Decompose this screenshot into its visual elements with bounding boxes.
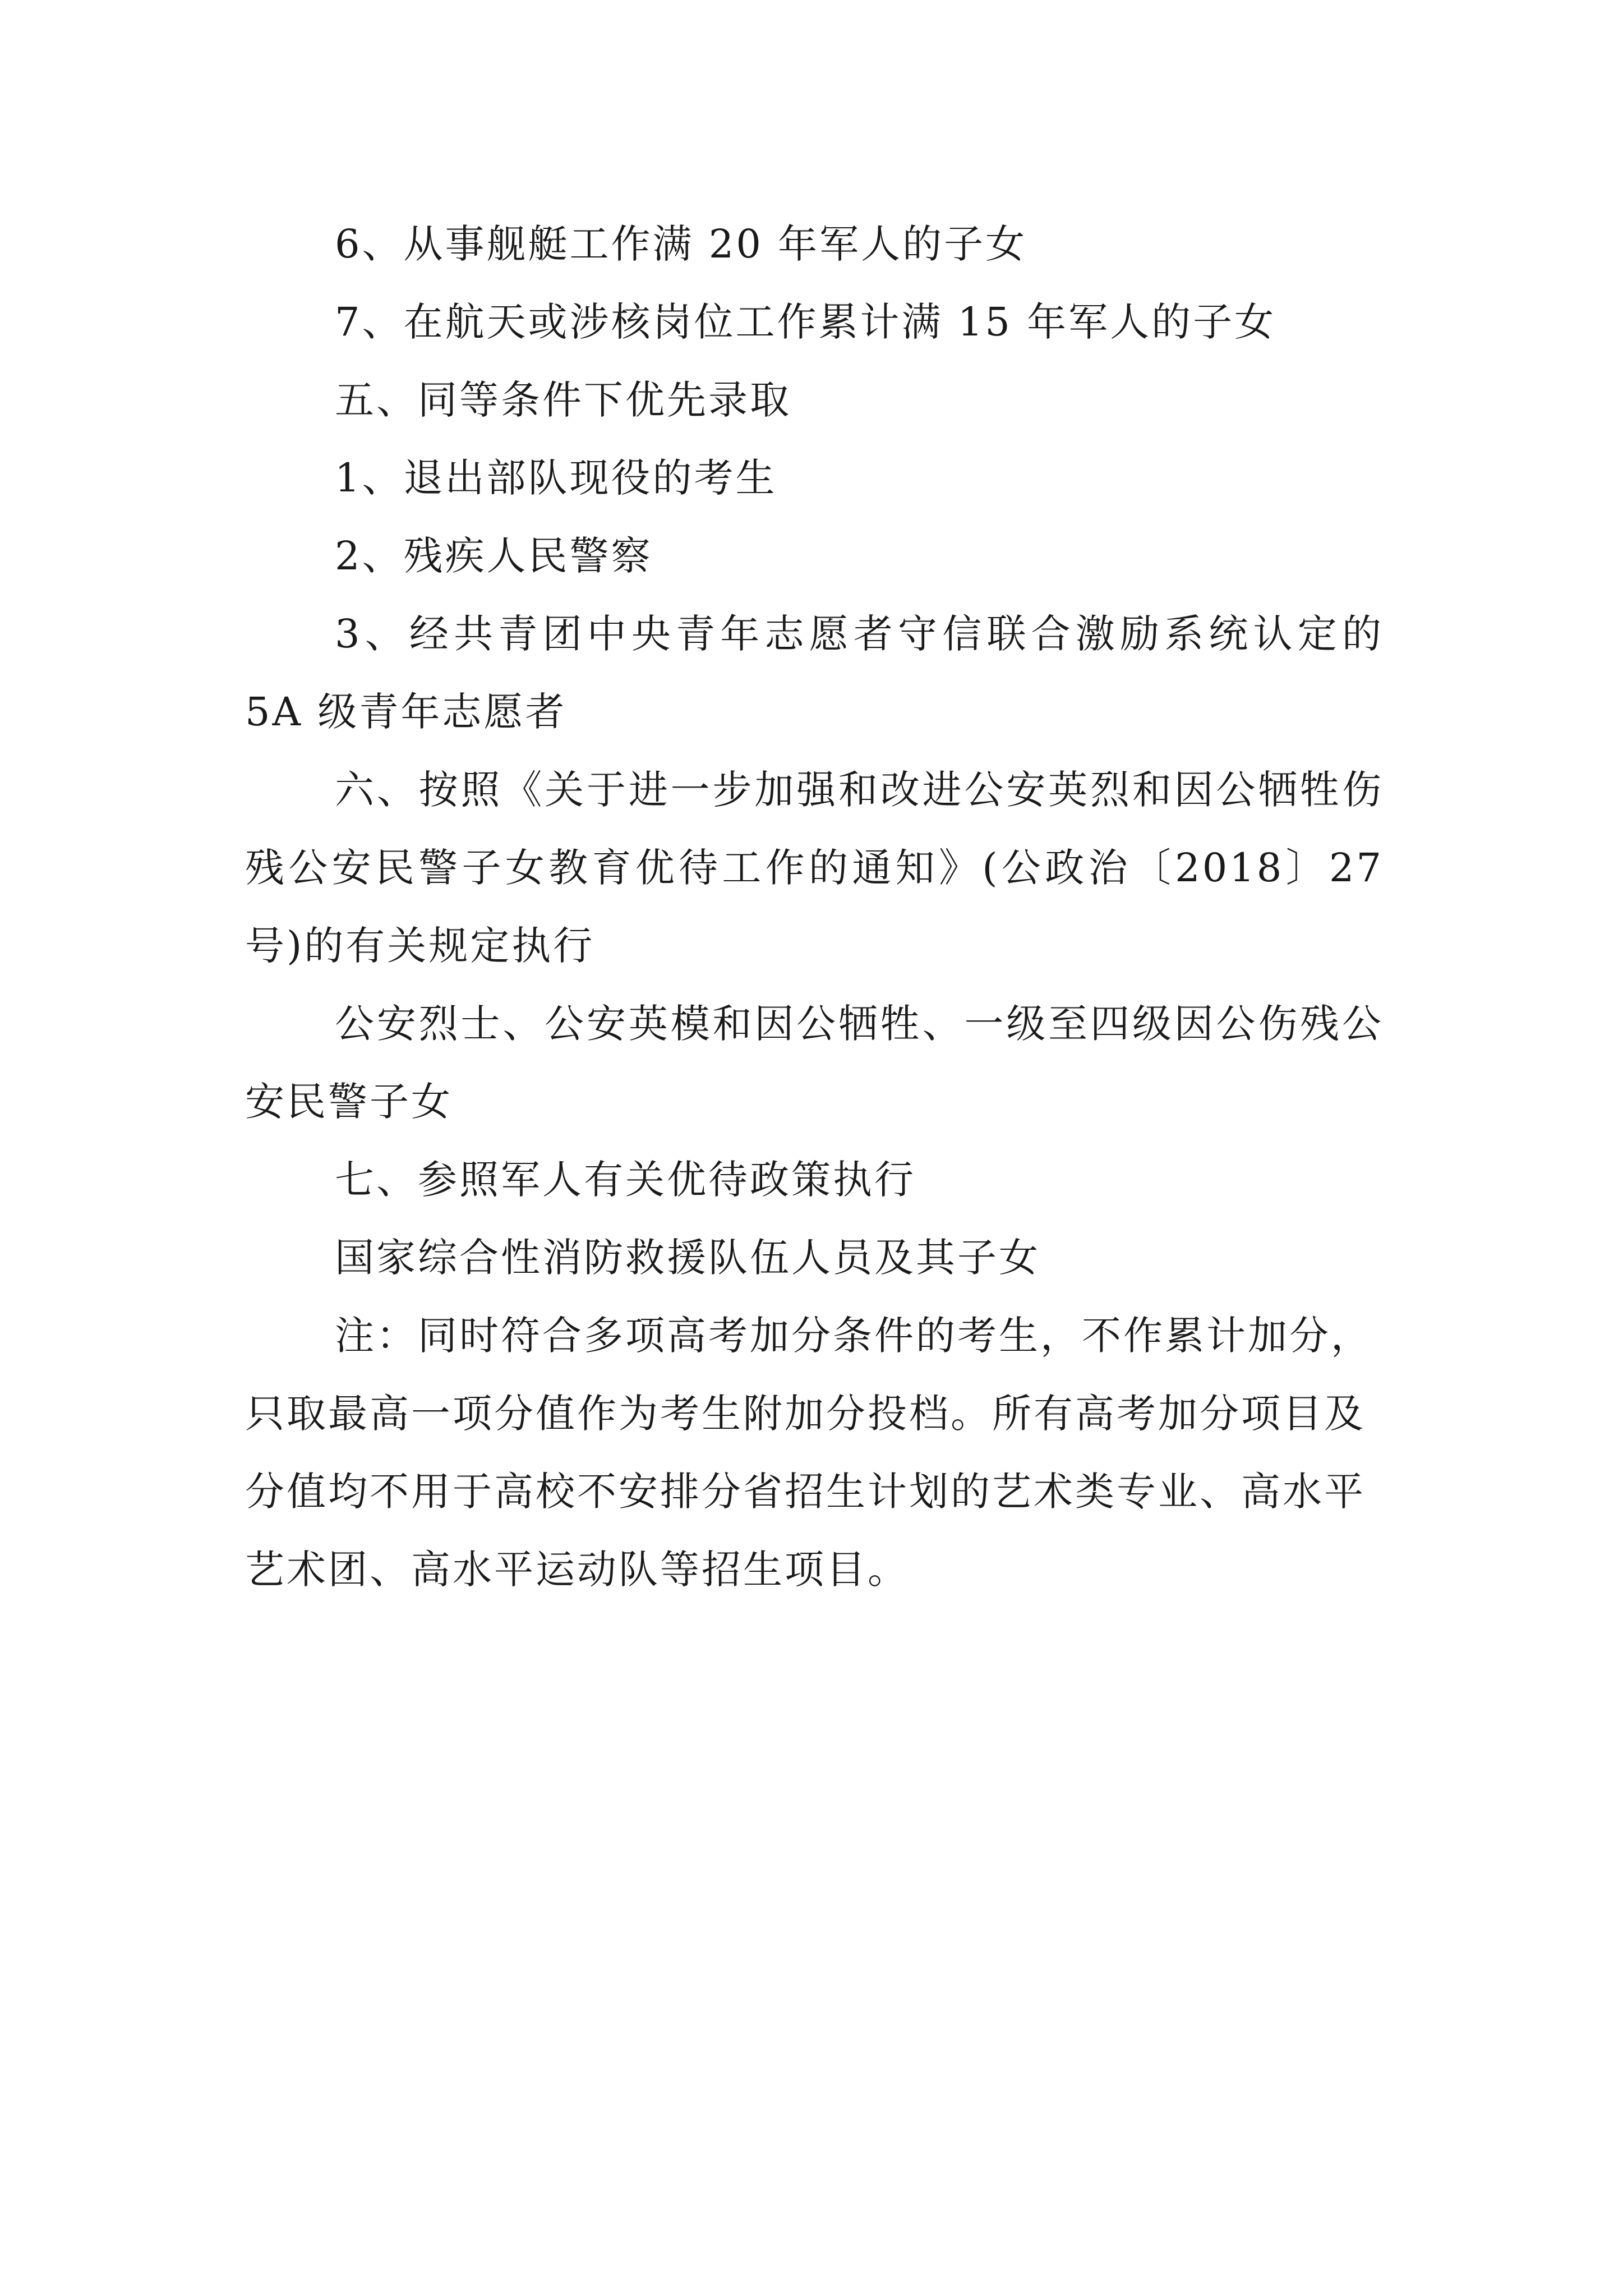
paragraph-fire-rescue: 国家综合性消防救援队伍人员及其子女 <box>335 1235 1040 1281</box>
paragraph-item-7: 7、在航天或涉核岗位工作累计满 15 年军人的子女 <box>335 299 1276 345</box>
paragraph-item-3: 3、经共青团中央青年志愿者守信联合激励系统认定的 5A 级青年志愿者 <box>245 611 1384 735</box>
document-body <box>245 205 1384 1609</box>
section-heading-5: 五、同等条件下优先录取 <box>335 377 791 423</box>
paragraph-police-children: 公安烈士、公安英模和因公牺牲、一级至四级因公伤残公安民警子女 <box>245 1001 1384 1125</box>
note-paragraph: 注：同时符合多项高考加分条件的考生，不作累计加分，只取最高一项分值作为考生附加分投档。所有高考加分项目及分值均不用于高校不安排分省招生计划的艺术类专业、高水平艺术团、高水平运动队等招生项目。 <box>245 1313 1372 1593</box>
section-heading-6: 六、按照《关于进一步加强和改进公安英烈和因公牺牲伤残公安民警子女教育优待工作的通知》(公政治〔2018〕27 号)的有关规定执行 <box>245 767 1384 969</box>
section-heading-7: 七、参照军人有关优待政策执行 <box>335 1157 916 1203</box>
paragraph-item-2: 2、残疾人民警察 <box>335 533 653 579</box>
paragraph-item-1: 1、退出部队现役的考生 <box>335 455 777 501</box>
paragraph-item-6: 6、从事舰艇工作满 20 年军人的子女 <box>335 221 1027 267</box>
